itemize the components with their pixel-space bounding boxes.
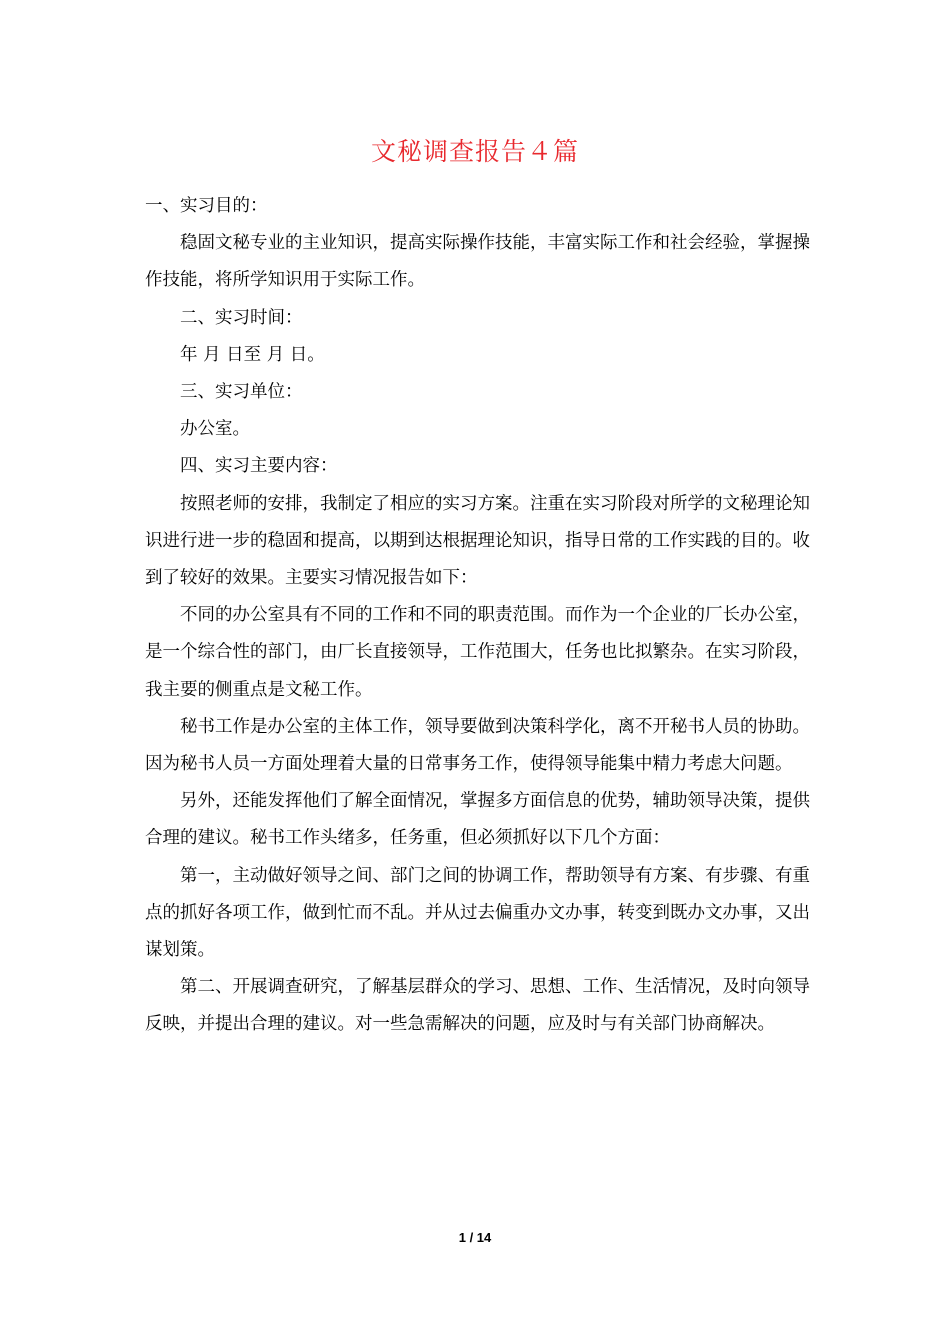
paragraph: 另外，还能发挥他们了解全面情况，掌握多方面信息的优势，辅助领导决策，提供合理的建议。秘书工作头绪多，任务重，但必须抓好以下几个方面： — [145, 791, 810, 849]
paragraph: 一、实习目的： — [145, 196, 268, 216]
paragraph: 第二、开展调查研究，了解基层群众的学习、思想、工作、生活情况，及时向领导反映，并提出合理的建议。对一些急需解决的问题，应及时与有关部门协商解决。 — [145, 977, 810, 1035]
paragraph: 二、实习时间： — [180, 307, 303, 328]
paragraph: 按照老师的安排，我制定了相应的实习方案。注重在实习阶段对所学的文秘理论知识进行进一步的稳固和提高，以期到达根据理论知识，指导日常的工作实践的目的。收到了较好的效果。主要实习情况报告如下： — [145, 493, 810, 589]
paragraph: 第一，主动做好领导之间、部门之间的协调工作，帮助领导有方案、有步骤、有重点的抓好各项工作，做到忙而不乱。并从过去偏重办文办事，转变到既办文办事，又出谋划策。 — [145, 865, 810, 961]
document-title: 文秘调查报告４篇 — [370, 137, 579, 166]
paragraph: 稳固文秘专业的主业知识，提高实际操作技能，丰富实际工作和社会经验，掌握操作技能，将所学知识用于实际工作。 — [145, 233, 810, 291]
page-number: 1 / 14 — [458, 1230, 492, 1245]
paragraph: 年 月 日至 月 日。 — [180, 344, 325, 365]
paragraph: 办公室。 — [180, 419, 250, 440]
paragraph: 三、实习单位： — [180, 382, 303, 403]
document-body — [145, 188, 810, 1044]
paragraph: 四、实习主要内容： — [180, 456, 338, 477]
paragraph: 秘书工作是办公室的主体工作，领导要做到决策科学化，离不开秘书人员的协助。因为秘书人员一方面处理着大量的日常事务工作，使得领导能集中精力考虑大问题。 — [145, 716, 810, 775]
paragraph: 不同的办公室具有不同的工作和不同的职责范围。而作为一个企业的厂长办公室，是一个综合性的部门，由厂长直接领导，工作范围大，任务也比拟繁杂。在实习阶段，我主要的侧重点是文秘工作。 — [145, 605, 810, 700]
